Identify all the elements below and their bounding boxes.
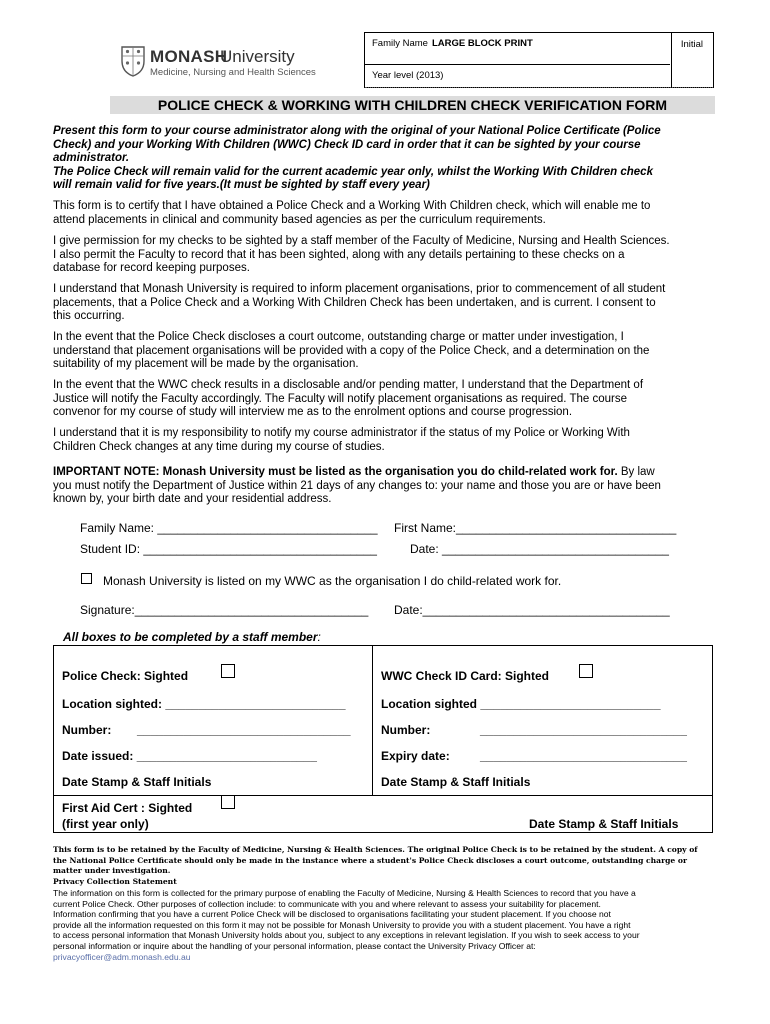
intro-instructions: Present this form to your course administrator along with the original of your National Police Certificate (Police Check) and your Working With Children (WWC) Check ID card in order that it can be sighted by your course administrator. The Police Check will remain valid for the current academic year only, whilst the Working With Children check will remain valid for five years.(It must be sighted by staff every year) (53, 125, 661, 191)
police-number-field[interactable]: ________________________________ (137, 723, 351, 737)
first-aid-date-stamp: Date Stamp & Staff Initials (529, 817, 679, 831)
date-issued-field[interactable]: Date issued: ___________________________ (62, 749, 317, 763)
staff-verification-box (53, 645, 713, 833)
logo-faculty: Medicine, Nursing and Health Sciences (150, 67, 316, 78)
location-sighted-right-field[interactable]: Location sighted ___________________________ (381, 697, 661, 711)
wwc-listed-label: Monash University is listed on my WWC as the organisation I do child-related work for. (103, 574, 562, 588)
wwc-card-checkbox[interactable] (579, 664, 593, 678)
paragraph-police-outcome: In the event that the Police Check discloses a court outcome, outstanding charge or matter under investigation, I understand that placement organisations will be provided with a copy of the Police Check, and a determination on the suitability of my placement will be made by the organisation. (53, 331, 650, 370)
family-name-field[interactable]: Family Name: _________________________________ (80, 521, 378, 535)
paragraph-certify: This form is to certify that I have obtained a Police Check and a Working With Children check, which will enable me to attend placements in clinical and community based agencies as per the curriculum requirements. (53, 200, 651, 226)
police-number-label: Number: (62, 723, 112, 737)
wwc-card-label: WWC Check ID Card: Sighted (381, 669, 550, 683)
expiry-date-field[interactable]: _______________________________ (480, 749, 687, 763)
police-date-stamp: Date Stamp & Staff Initials (62, 775, 212, 789)
header-details-box (364, 32, 714, 88)
police-check-label: Police Check: Sighted (62, 669, 189, 683)
police-check-checkbox[interactable] (221, 664, 235, 678)
date-field[interactable]: Date: __________________________________ (410, 542, 669, 556)
initial-header-field[interactable]: Initial (680, 39, 703, 50)
first-aid-label: First Aid Cert : Sighted (62, 801, 193, 815)
form-title: POLICE CHECK & WORKING WITH CHILDREN CHECK VERIFICATION FORM (157, 97, 668, 113)
first-year-note: (first year only) (62, 817, 149, 831)
signature-date-field[interactable]: Date:_____________________________________ (394, 603, 670, 617)
student-id-field[interactable]: Student ID: ___________________________________ (80, 542, 377, 556)
paragraph-permission: I give permission for my checks to be sighted by a staff member of the Faculty of Medicine, Nursing and Health Sciences. I also permit the Faculty to record that it has been sighted, along with any details pertaining to these checks on a database for record keeping purposes. (53, 235, 670, 274)
monash-logo (120, 45, 320, 85)
logo-name: MONASH (150, 47, 228, 66)
privacy-statement: The information on this form is collected for the primary purpose of enabling the Faculty of Medicine, Nursing & Health Sciences to record that you have a current Police Check. Other purposes of collection include: to communicate with you and where relevant to assess your suitability for placement. Information confirming that you have a current Police Check will be disclosed to organisations facilitating your student placement. If you choose not provide all the information requested on this form it may not be possible for Monash University to provide you with a student placement. You have a right to access personal information that Monash University holds about you, subject to any exceptions in relevant legislation. If you wish to seek access to your personal information or inquire about the handling of your personal information, please contact the University Privacy Officer at: (53, 888, 640, 951)
year-level-field[interactable]: Year level (2013) (372, 70, 444, 81)
expiry-date-label: Expiry date: (381, 749, 450, 763)
retention-notice: This form is to be retained by the Faculty of Medicine, Nursing & Health Sciences. The original Police Check is to be retained by the student. A copy of the National Police Certificate should only be made in the instance where a student's Police Check discloses a court outcome, outstanding charge or matter under investigation. Privacy Collection Statement (53, 845, 718, 887)
family-name-header-field[interactable]: Family Name LARGE BLOCK PRINT (372, 38, 533, 49)
logo-university: University (220, 47, 295, 66)
location-sighted-left-field[interactable]: Location sighted: ___________________________ (62, 697, 346, 711)
wwc-listed-checkbox[interactable] (81, 573, 92, 584)
first-aid-checkbox[interactable] (221, 795, 235, 809)
privacy-email-link[interactable]: privacyofficer@adm.monash.edu.au (53, 952, 191, 962)
signature-field[interactable]: Signature:___________________________________ (80, 603, 369, 617)
important-note: IMPORTANT NOTE: Monash University must be listed as the organisation you do child-related work for. By law you must notify the Department of Justice within 21 days of any changes to: your name and those you are or have been known by, your birth date and your residential address. (53, 466, 661, 505)
paragraph-wwc-outcome: In the event that the WWC check results in a disclosable and/or pending matter, I understand that the Department of Justice will notify the Faculty accordingly. The Faculty will notify placement organisations as required. The course convenor for my course of study will interview me as to the enrolment options and course progression. (53, 379, 644, 418)
paragraph-inform: I understand that Monash University is required to inform placement organisations, prior to commencement of all student placements, that a Police Check and a Working With Children Check has been undertaken, and is current. I consent to this occurring. (53, 283, 666, 322)
privacy-title: Privacy Collection Statement (53, 876, 177, 886)
monash-crest-icon (120, 45, 146, 77)
first-name-field[interactable]: First Name:_________________________________ (394, 521, 677, 535)
wwc-date-stamp: Date Stamp & Staff Initials (381, 775, 531, 789)
wwc-number-field[interactable]: _______________________________ (480, 723, 687, 737)
paragraph-responsibility: I understand that it is my responsibility to notify my course administrator if the status of my Police or Working With Children Check changes at any time during my course of studies. (53, 427, 630, 453)
wwc-number-label: Number: (381, 723, 431, 737)
staff-section-heading: All boxes to be completed by a staff member: (63, 630, 321, 644)
